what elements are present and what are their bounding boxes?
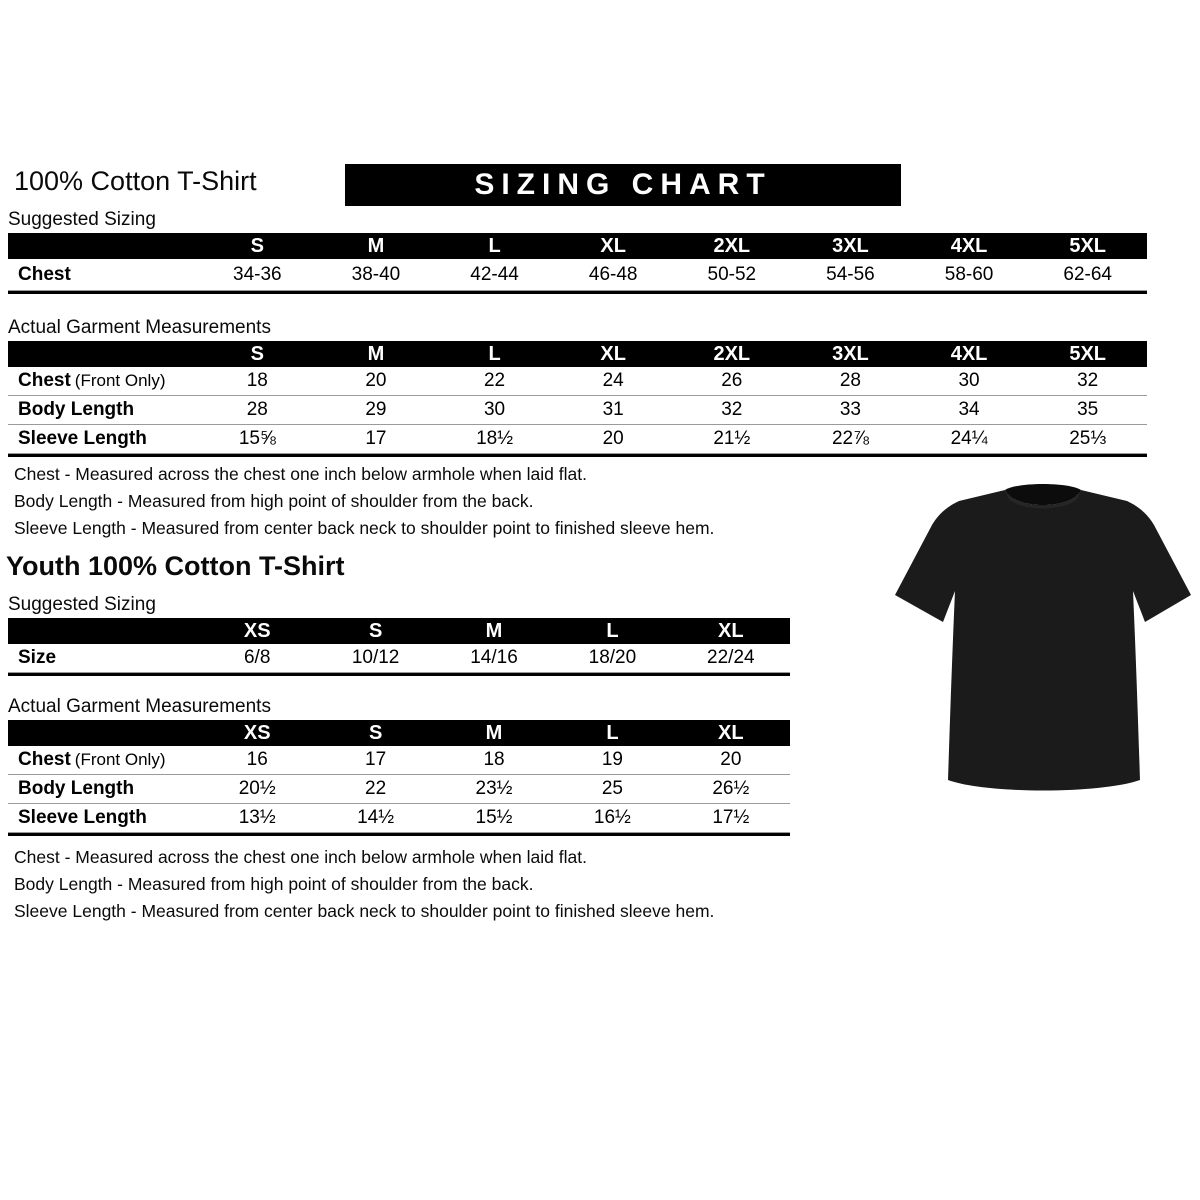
table-header-row [8,618,790,644]
cell: 18½ [476,428,514,449]
cell: 31 [602,399,624,420]
cell: 35 [1077,399,1099,420]
cell: 62-64 [1063,263,1112,285]
header-cell: L [606,721,619,744]
cell: 58-60 [944,263,994,285]
row-label: Chest [18,263,71,285]
cell: 24 [602,370,624,391]
cell: 16½ [593,807,631,828]
cell: 22/24 [707,647,755,668]
cell: 54-56 [826,263,875,285]
row-label: Body Length [18,778,135,799]
cell: 23½ [475,778,513,799]
cell: 6/8 [243,647,271,668]
note-sleeve-length: Sleeve Length - Measured from center back neck to shoulder point to finished sleeve hem. [14,901,715,921]
adult-suggested-title: Suggested Sizing [8,209,156,230]
youth-notes [14,844,714,925]
cell: 22 [483,370,506,391]
cell: 20 [720,749,742,770]
table-row [8,425,1147,454]
cell: 15⅝ [238,428,276,449]
cell: 20 [365,370,387,391]
cell: 26½ [712,778,750,799]
cell: 30 [483,399,506,420]
cell: 34-36 [233,263,282,285]
header-cell: 5XL [1069,234,1107,257]
youth-suggested-table [8,618,790,676]
sizing-chart-banner-text: SIZING CHART [474,168,772,201]
cell: 32 [721,399,743,420]
adult-notes [14,461,714,542]
row-label: Chest (Front Only) [18,370,166,391]
tshirt-silhouette-icon [893,468,1193,818]
header-cell: XL [600,342,626,365]
adult-suggested-table [8,233,1147,294]
cell: 18 [246,370,268,391]
cell: 26 [721,370,743,391]
header-cell: 3XL [832,234,869,257]
sizing-chart-banner [345,164,901,206]
header-cell: S [368,721,383,744]
adult-heading: 100% Cotton T-Shirt [14,166,257,196]
row-label: Body Length [18,399,135,420]
header-cell: XL [600,234,626,257]
adult-actual-title: Actual Garment Measurements [8,317,271,338]
header-cell: XL [718,721,744,744]
cell: 25 [601,778,623,799]
cell: 24¼ [950,428,988,449]
cell: 28 [246,399,268,420]
header-cell: 2XL [713,234,751,257]
header-cell: M [485,619,503,642]
cell: 28 [839,370,861,391]
table-header-row [8,233,1147,259]
table-row [8,746,790,775]
header-cell: 5XL [1069,342,1107,365]
header-cell: M [485,721,503,744]
cell: 50-52 [707,263,757,285]
youth-suggested-title: Suggested Sizing [8,594,156,615]
header-cell: S [250,234,264,257]
row-label: Sleeve Length [18,807,147,828]
cell: 32 [1077,370,1099,391]
table-header-row [8,720,790,746]
table-row [8,396,1147,425]
cell: 20½ [238,778,276,799]
note-sleeve-length: Sleeve Length - Measured from center back neck to shoulder point to finished sleeve hem. [14,518,715,538]
table-header-row [8,341,1147,367]
header-cell: L [488,342,501,365]
table-row [8,804,790,833]
header-cell: M [367,342,385,365]
header-cell: L [488,234,501,257]
cell: 13½ [238,807,276,828]
cell: 25⅓ [1069,428,1107,449]
cell: 38-40 [351,263,401,285]
header-cell: S [250,342,264,365]
cell: 33 [839,399,861,420]
cell: 17½ [712,807,750,828]
note-body-length: Body Length - Measured from high point of shoulder from the back. [14,491,534,511]
youth-heading: Youth 100% Cotton T-Shirt [6,551,345,581]
note-chest: Chest - Measured across the chest one inch below armhole when laid flat. [14,464,587,484]
note-chest: Chest - Measured across the chest one inch below armhole when laid flat. [14,847,587,867]
table-row [8,259,1147,291]
tshirt-image [893,468,1193,818]
cell: 15½ [475,807,513,828]
youth-actual-title: Actual Garment Measurements [8,696,271,717]
note-body-length: Body Length - Measured from high point of shoulder from the back. [14,874,534,894]
header-cell: 4XL [950,234,988,257]
cell: 20 [602,428,624,449]
row-label: Size [18,647,57,668]
header-cell: L [606,619,619,642]
cell: 22 [365,778,387,799]
youth-actual-table [8,720,790,836]
row-label: Chest (Front Only) [18,749,166,770]
cell: 34 [958,399,980,420]
cell: 21½ [713,428,751,449]
cell: 17 [365,749,387,770]
table-row [8,367,1147,396]
header-cell: 4XL [950,342,988,365]
cell: 19 [601,749,623,770]
cell: 30 [958,370,980,391]
header-cell: 2XL [713,342,751,365]
cell: 16 [246,749,268,770]
adult-actual-table [8,341,1147,457]
cell: 46-48 [588,263,638,285]
cell: 10/12 [351,647,400,668]
cell: 14½ [357,807,395,828]
cell: 42-44 [470,263,519,285]
table-row [8,644,790,673]
table-row [8,775,790,804]
header-cell: XS [243,619,271,642]
header-cell: M [367,234,385,257]
header-cell: 3XL [832,342,869,365]
cell: 18/20 [588,647,637,668]
cell: 17 [365,428,387,449]
row-label: Sleeve Length [18,428,147,449]
cell: 29 [365,399,387,420]
cell: 18 [483,749,505,770]
header-cell: S [368,619,383,642]
cell: 22⅞ [831,428,869,449]
header-cell: XL [718,619,744,642]
cell: 14/16 [470,647,518,668]
header-cell: XS [243,721,271,744]
